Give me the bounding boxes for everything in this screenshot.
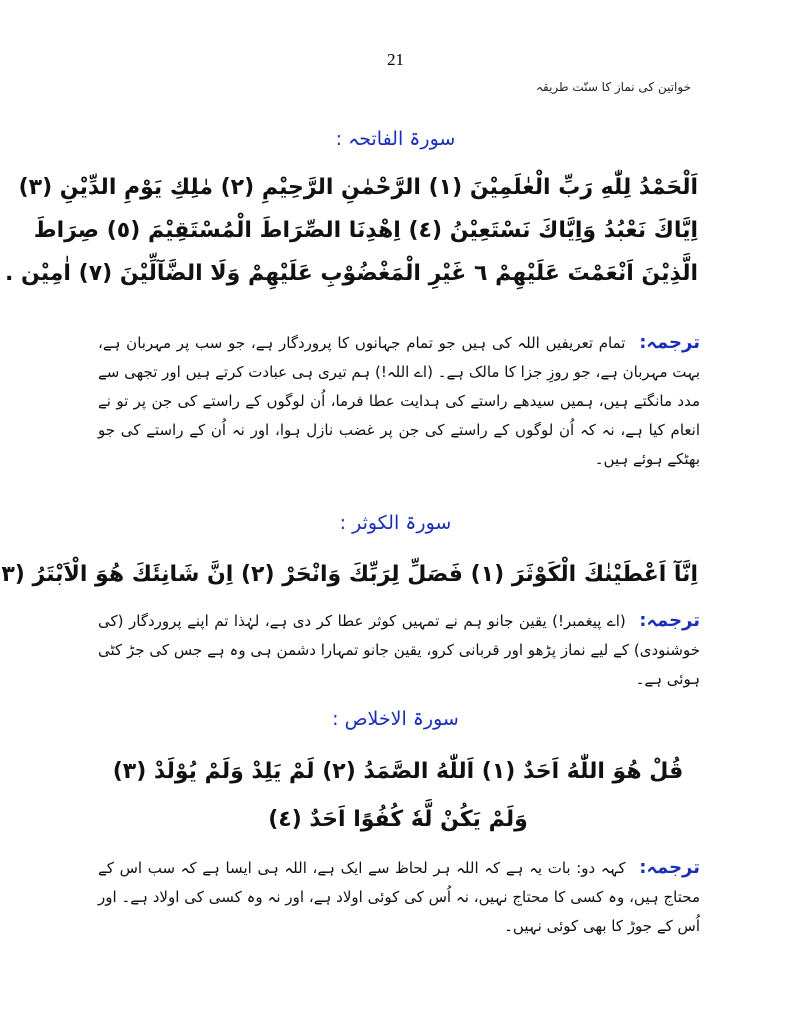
ikhlas-translation-text: کہہ دو: بات یہ ہے کہ اللہ ہر لحاظ سے ایک ہے، اللہ ہی ایسا ہے کہ سب اس کے محتاج ہیں، وہ کسی کا محتاج نہیں، نہ اُس کی کوئی اولاد ہے، اور نہ وہ کسی کی اولاد ہے۔ اور اُس کے جوڑ کا بھی کوئی نہیں۔ xyxy=(98,859,700,935)
kawthar-translation-text: (اے پیغمبر!) یقین جانو ہم نے تمہیں کوثر عطا کر دی ہے، لہٰذا تم اپنے پروردگار (کی خوشنودی) کے لیے نماز پڑھو اور قربانی کرو، یقین جانو تمہارا دشمن ہی وہ ہے جس کی جڑ کٹی ہوئی ہے۔ xyxy=(98,612,700,688)
kawthar-arabic-text xyxy=(1,553,698,596)
fatiha-arabic-line: الَّذِيْنَ اَنْعَمْتَ عَلَيْهِمْ ٦ غَيْرِ الْمَغْضُوْبِ عَلَيْهِمْ وَلَا الضَّآلِّيْنَ (٧) اٰمِيْن . xyxy=(5,261,698,286)
ikhlas-translation xyxy=(98,853,700,941)
fatiha-translation-text: تمام تعریفیں اللہ کی ہیں جو تمام جہانوں کا پروردگار ہے، جو سب پر مہربان ہے، بہت مہربان ہے، جو روزِ جزا کا مالک ہے۔ (اے اللہ!) ہم تیری ہی عبادت کرتے ہیں اور تجھی سے مدد مانگتے ہیں، ہمیں سیدھے راستے کی ہدایت عطا فرما، اُن لوگوں کے راستے کی جن پر تو نے انعام کیا ہے، نہ کہ اُن لوگوں کے راستے کی جن پر غضب نازل ہوا، اور نہ اُن کے راستے کی جو بھٹکے ہوئے ہیں۔ xyxy=(98,334,700,468)
running-header: خواتین کی نماز کا سنّت طریقہ xyxy=(535,80,691,94)
translation-label: ترجمہ: xyxy=(639,857,700,878)
ikhlas-arabic-text xyxy=(98,748,698,844)
page-number: 21 xyxy=(387,50,404,69)
fatiha-arabic-text xyxy=(5,166,698,295)
translation-label: ترجمہ: xyxy=(639,610,700,631)
fatiha-translation xyxy=(98,328,700,474)
ikhlas-arabic-line: وَلَمْ يَكُنْ لَّهٗ كُفُوًا اَحَدٌ (٤) xyxy=(268,807,528,832)
fatiha-title: سورۃ الفاتحہ : xyxy=(335,128,456,150)
fatiha-arabic-line: اِيَّاكَ نَعْبُدُ وَاِيَّاكَ نَسْتَعِيْنُ (٤) اِهْدِنَا الصِّرَاطَ الْمُسْتَقِيْمَ (٥) صِرَاطَ xyxy=(33,218,698,243)
kawthar-translation xyxy=(98,606,700,694)
kawthar-arabic-line: اِنَّآ اَعْطَيْنٰكَ الْكَوْثَرَ (١) فَصَلِّ لِرَبِّكَ وَانْحَرْ (٢) اِنَّ شَانِئَكَ هُوَ الْاَبْتَرُ (٣ xyxy=(1,562,698,587)
fatiha-arabic-line: اَلْحَمْدُ لِلّٰهِ رَبِّ الْعٰلَمِيْنَ (١) الرَّحْمٰنِ الرَّحِيْمِ (٢) مٰلِكِ يَوْمِ الدِّيْنِ (٣) xyxy=(18,175,698,200)
ikhlas-title: سورۃ الاخلاص : xyxy=(332,708,459,730)
kawthar-title: سورۃ الکوثر : xyxy=(339,512,452,534)
ikhlas-arabic-line: قُلْ هُوَ اللّٰهُ اَحَدٌ (١) اَللّٰهُ الصَّمَدُ (٢) لَمْ يَلِدْ وَلَمْ يُوْلَدْ (٣) xyxy=(112,759,684,784)
translation-label: ترجمہ: xyxy=(639,332,700,353)
